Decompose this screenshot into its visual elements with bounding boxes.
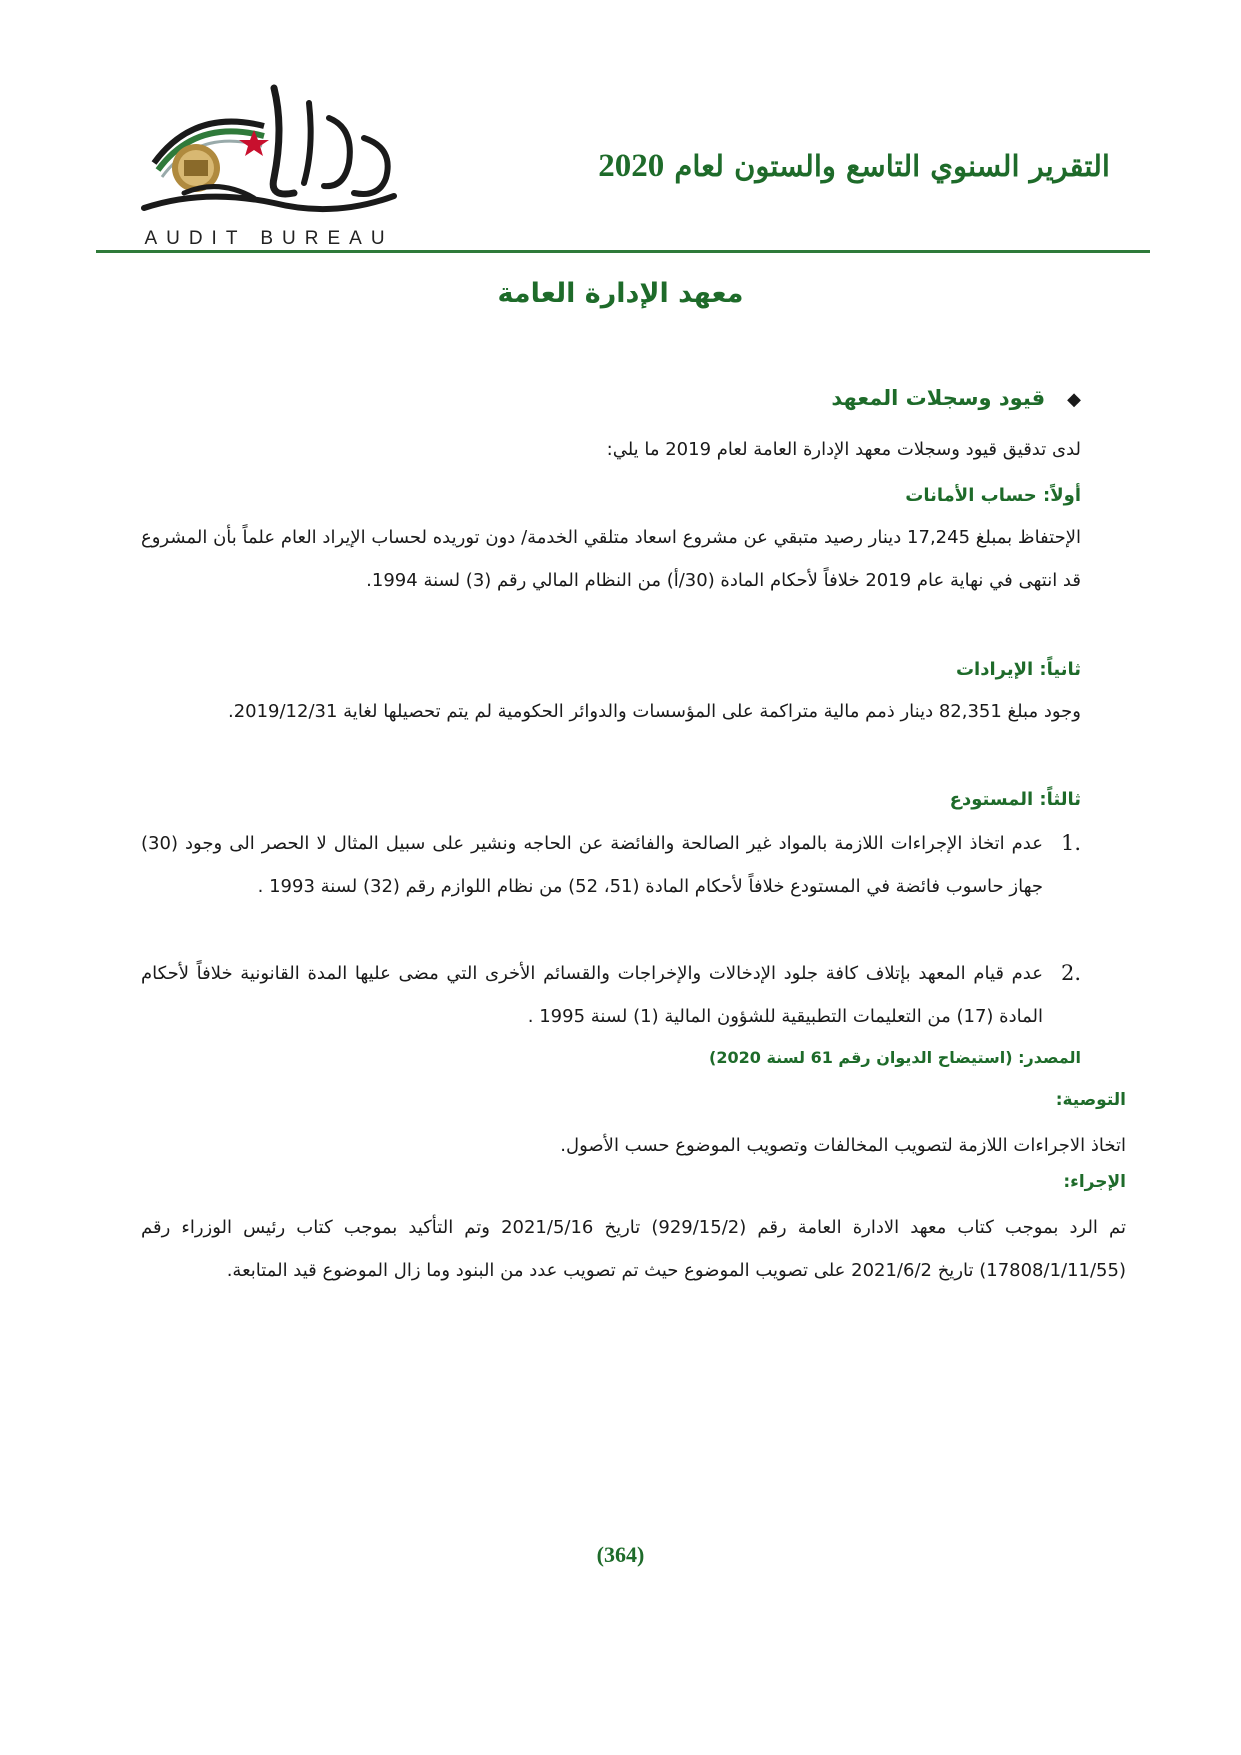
report-title-text: التقرير السنوي التاسع والستون لعام [674,149,1110,183]
report-year: 2020 [598,148,665,184]
page-header [96,60,1150,255]
section-title: معهد الإدارة العامة [497,278,744,309]
audit-bureau-emblem-icon [124,68,414,248]
first-text: الإحتفاظ بمبلغ 17,245 دينار رصيد متبقي عن مشروع اسعاد متلقي الخدمة/ دون توريده لحساب الإيراد العام علماً بأن المشروع قد انتهى في نهاية عام 2019 خلافاً لأحكام المادة (30/أ) من النظام المالي رقم (3) لسنة 1994. [141,527,1081,591]
records-heading-text: قيود وسجلات المعهد [831,386,1046,410]
first-heading: أولاً: حساب الأمانات [905,485,1081,506]
list-item-text: عدم قيام المعهد بإتلاف كافة جلود الإدخالات والإخراجات والقسائم الأخرى التي مضى عليها المدة القانونية خلافاً لأحكام المادة (17) من التعليمات التطبيقية للشؤون المالية (1) لسنة 1995 . [141,963,1043,1027]
third-heading: ثالثاً: المستودع [949,789,1081,810]
logo-caption: AUDIT BUREAU [144,228,394,249]
source-reference: المصدر: (استيضاح الديوان رقم 61 لسنة 2020) [709,1048,1081,1067]
header-divider [96,250,1150,253]
recommendation-heading: التوصية: [1055,1090,1126,1110]
records-heading [831,386,1081,410]
second-heading: ثانياً: الإيرادات [955,659,1081,680]
list-item [141,822,1081,908]
action-text: تم الرد بموجب كتاب معهد الادارة العامة رقم (929/15/2) تاريخ 2021/5/16 وتم التأكيد بموجب كتاب رئيس الوزراء رقم (17808/1/11/55) تاريخ 2021/6/2 على تصويب الموضوع حيث تم تصويب عدد من البنود وما زال الموضوع قيد المتابعة. [141,1217,1127,1281]
page-number: (364) [596,1542,645,1567]
list-item [141,952,1081,1038]
recommendation-text: اتخاذ الاجراءات اللازمة لتصويب المخالفات وتصويب الموضوع حسب الأصول. [560,1135,1126,1156]
diamond-bullet-icon: ◆ [1067,389,1081,410]
list-item-text: عدم اتخاذ الإجراءات اللازمة بالمواد غير الصالحة والفائضة عن الحاجه ونشير على سبيل المثال لا الحصر الى وجود (30) جهاز حاسوب فائضة في المستودع خلافاً لأحكام المادة (51، 52) من نظام اللوازم رقم (32) لسنة 1993 . [141,833,1043,897]
action-heading: الإجراء: [1063,1172,1126,1192]
list-item-number: 2. [1060,961,1081,985]
report-title [598,148,1110,185]
audit-bureau-logo [124,68,414,248]
intro-text: لدى تدقيق قيود وسجلات معهد الإدارة العامة لعام 2019 ما يلي: [606,439,1081,460]
second-text: وجود مبلغ 82,351 دينار ذمم مالية متراكمة على المؤسسات والدوائر الحكومية لم يتم تحصيلها لغاية 2019/12/31. [227,701,1081,722]
list-item-number: 1. [1060,831,1081,855]
